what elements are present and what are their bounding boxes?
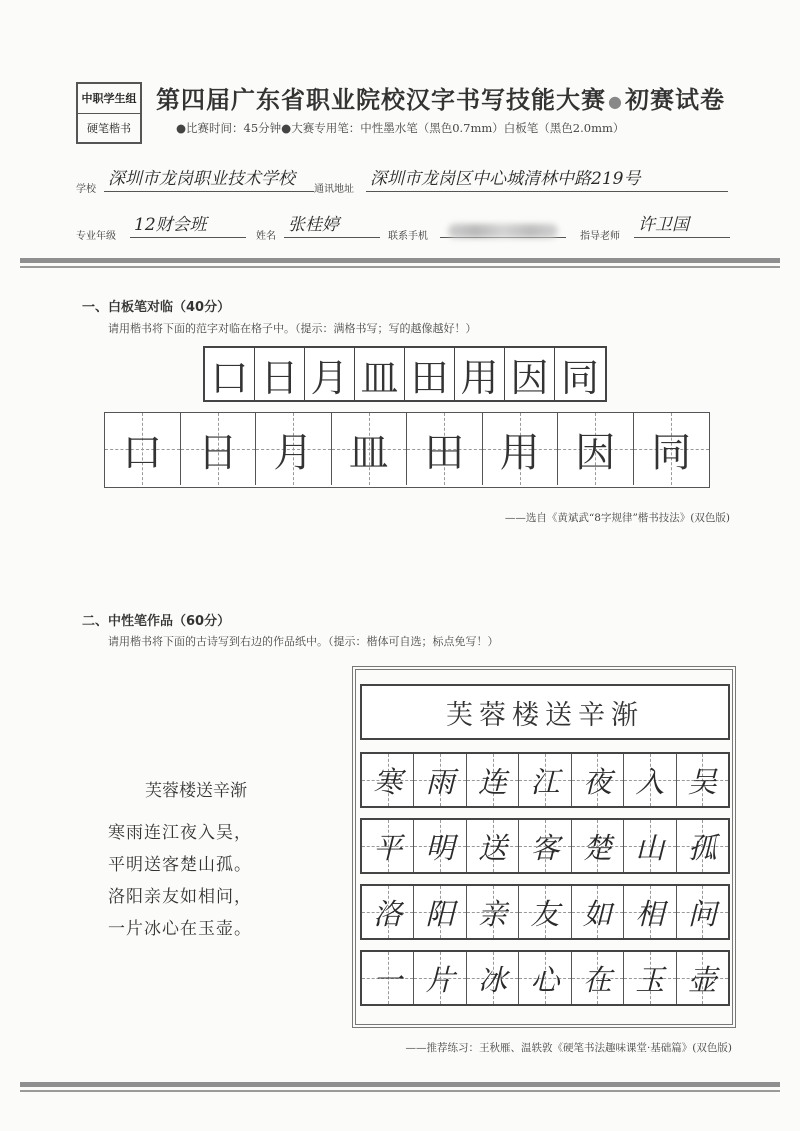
work-cell[interactable]: 如 (572, 886, 624, 938)
work-cell[interactable]: 壶 (677, 952, 728, 1004)
poem-line: 寒雨连江夜入吴， (108, 823, 252, 843)
title-dot-icon: ● (608, 91, 623, 111)
practice-cell[interactable]: 口 (105, 413, 181, 485)
section2-instruction: 请用楷书将下面的古诗写到右边的作品纸中。（提示：楷体可自选；标点免写！） (108, 635, 499, 648)
practice-cell[interactable]: 同 (634, 413, 710, 485)
work-cell[interactable]: 问 (677, 886, 728, 938)
model-char-cell: 用 (455, 348, 505, 400)
practice-cell[interactable]: 因 (558, 413, 634, 485)
model-char-cell: 田 (405, 348, 455, 400)
model-char-cell: 日 (255, 348, 305, 400)
poem-title: 芙蓉楼送辛渐 (145, 781, 247, 801)
work-cell[interactable]: 在 (572, 952, 624, 1004)
name-label: 姓名 (256, 231, 276, 242)
poem-line: 平明送客楚山孤。 (108, 855, 252, 875)
work-cell[interactable]: 楚 (572, 820, 624, 872)
teacher-label: 指导老师 (580, 231, 620, 242)
work-cell[interactable]: 客 (519, 820, 571, 872)
work-cell[interactable]: 友 (519, 886, 571, 938)
work-cell[interactable]: 孤 (677, 820, 728, 872)
work-cell[interactable]: 山 (624, 820, 676, 872)
work-cell[interactable]: 心 (519, 952, 571, 1004)
exam-title-main: 第四届广东省职业院校汉字书写技能大赛 (156, 86, 606, 114)
work-cell[interactable]: 一 (362, 952, 414, 1004)
work-row (360, 950, 730, 1006)
work-cell[interactable]: 送 (467, 820, 519, 872)
model-char-cell: 月 (305, 348, 355, 400)
work-cell[interactable]: 江 (519, 754, 571, 806)
name-field[interactable]: 张桂婷 (284, 214, 380, 238)
work-cell[interactable]: 吴 (677, 754, 728, 806)
address-field[interactable]: 深圳市龙岗区中心城清林中路219号 (366, 168, 728, 192)
work-cell[interactable]: 玉 (624, 952, 676, 1004)
work-cell[interactable]: 冰 (467, 952, 519, 1004)
header-divider-thin (20, 266, 780, 268)
recommend-note: ——推荐练习：王秋雁、温轶敦《硬笔书法趣味课堂·基础篇》(双色版) (405, 1042, 732, 1054)
work-cell[interactable]: 相 (624, 886, 676, 938)
work-cell[interactable]: 洛 (362, 886, 414, 938)
practice-cell[interactable]: 月 (256, 413, 332, 485)
work-row (360, 752, 730, 808)
model-char-cell: 皿 (355, 348, 405, 400)
model-char-cell: 口 (205, 348, 255, 400)
practice-cell[interactable]: 用 (483, 413, 559, 485)
major-label: 专业年级 (76, 231, 116, 242)
school-label: 学校 (76, 184, 96, 195)
work-cell[interactable]: 阳 (414, 886, 466, 938)
practice-grid-row (104, 412, 710, 488)
section1-heading: 一、白板笔对临（40分） (82, 300, 231, 315)
work-cell[interactable]: 明 (414, 820, 466, 872)
group-badge-top: 中职学生组 (78, 84, 140, 114)
work-cell[interactable]: 雨 (414, 754, 466, 806)
phone-redaction (448, 224, 558, 238)
poem-line: 洛阳亲友如相问， (108, 887, 252, 907)
section2-heading: 二、中性笔作品（60分） (82, 614, 231, 629)
header-divider (20, 258, 780, 263)
work-row (360, 818, 730, 874)
practice-cell[interactable]: 日 (181, 413, 257, 485)
poem-line: 一片冰心在玉壶。 (108, 919, 252, 939)
model-char-cell: 同 (560, 355, 599, 400)
work-cell[interactable]: 入 (624, 754, 676, 806)
school-field[interactable]: 深圳市龙岗职业技术学校 (104, 168, 314, 192)
work-cell[interactable]: 亲 (467, 886, 519, 938)
work-cell[interactable]: 片 (414, 952, 466, 1004)
address-label: 通讯地址 (314, 184, 354, 195)
work-cell[interactable]: 连 (467, 754, 519, 806)
work-cell[interactable]: 夜 (572, 754, 624, 806)
work-row (360, 884, 730, 940)
footer-divider-thin (20, 1090, 780, 1092)
footer-divider (20, 1082, 780, 1087)
exam-subtitle: ●比赛时间：45分钟●大赛专用笔：中性墨水笔（黑色0.7mm）白板笔（黑色2.0mm） (176, 121, 625, 135)
phone-label: 联系手机 (388, 231, 428, 242)
work-cell[interactable]: 寒 (362, 754, 414, 806)
work-title: 芙蓉楼送辛渐 (360, 684, 730, 740)
section1-source: ——选自《黄斌武“8字规律”楷书技法》(双色版) (504, 512, 730, 524)
group-badge (76, 82, 142, 144)
teacher-field[interactable]: 许卫国 (634, 214, 730, 238)
model-characters-row (203, 346, 607, 402)
exam-title (156, 80, 725, 115)
section1-instruction: 请用楷书将下面的范字对临在格子中。（提示：满格书写；写的越像越好！） (108, 322, 477, 335)
exam-title-suffix: 初赛试卷 (624, 86, 725, 114)
practice-cell[interactable]: 田 (407, 413, 483, 485)
group-badge-bottom: 硬笔楷书 (87, 121, 131, 135)
work-cell[interactable]: 平 (362, 820, 414, 872)
major-field[interactable]: 12财会班 (130, 214, 246, 238)
practice-cell[interactable]: 皿 (332, 413, 408, 485)
model-char-cell: 因 (505, 348, 555, 400)
